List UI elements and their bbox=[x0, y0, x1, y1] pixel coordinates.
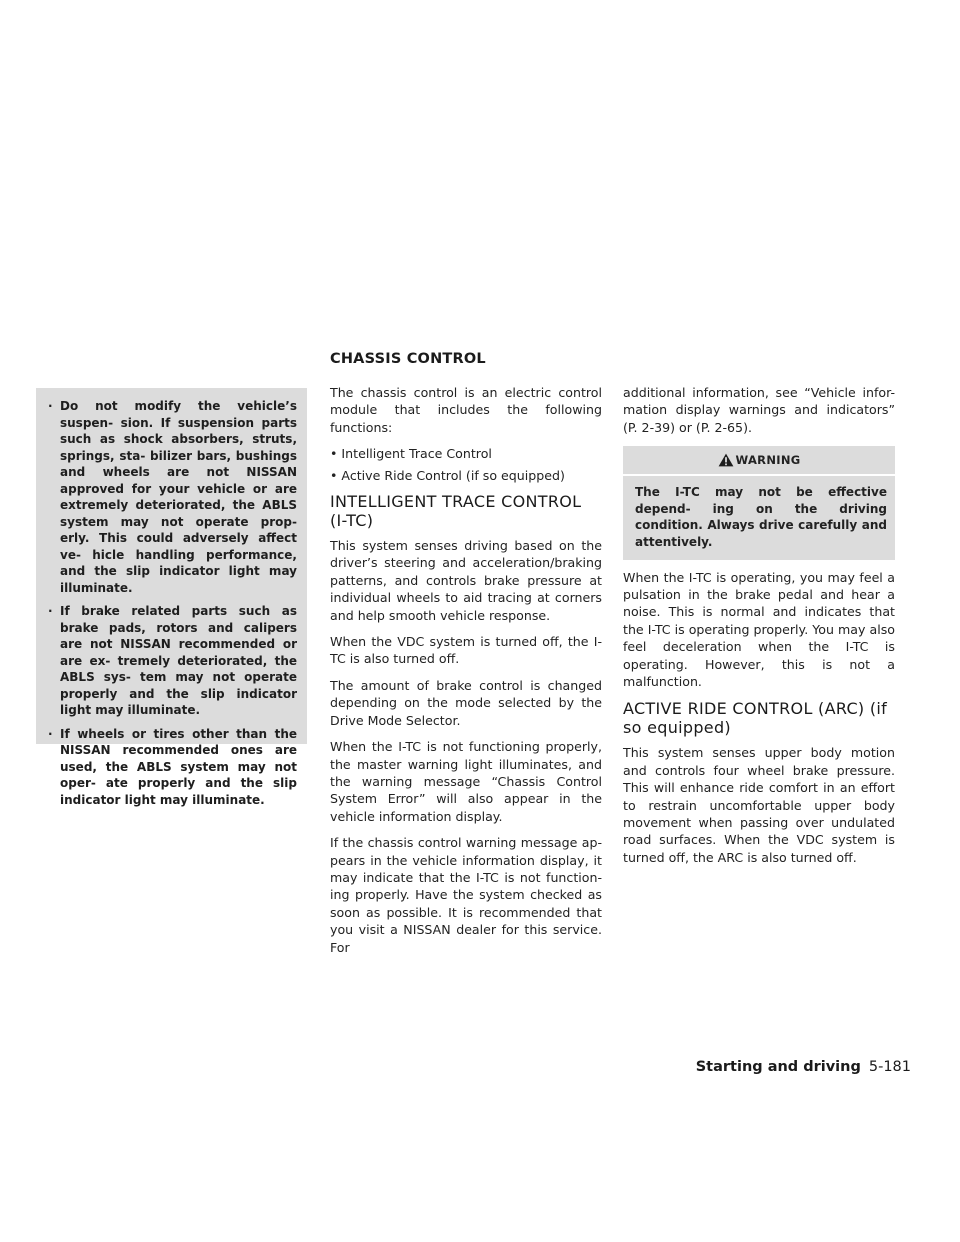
itc-paragraph-3: The amount of brake control is changed depending on the mode selected by the Drive Mode Selector. bbox=[330, 677, 602, 728]
bullet-dot-icon: · bbox=[48, 399, 53, 413]
operation-paragraph: When the I-TC is operating, you may feel a pulsation in the brake pedal and hear a noise. This is normal and indicates that the I-TC is operating properly. You may also feel deceleration when the I-TC is operating. However, this is not a malfunction. bbox=[623, 569, 895, 690]
page-footer bbox=[696, 1059, 911, 1075]
warning-bullet: · If brake related parts such as brake pads, rotors and calipers are not NISSAN recommended or are ex- tremely deteriorated, the ABLS sys- tem may not operate properly and the slip indicator light may illuminate. bbox=[48, 604, 297, 717]
footer-section-label: Starting and driving bbox=[695, 1059, 861, 1075]
right-column bbox=[623, 384, 895, 875]
warning-bullet-list bbox=[48, 398, 297, 808]
page-number: 5-181 bbox=[868, 1059, 911, 1075]
function-item: • Active Ride Control (if so equipped) bbox=[330, 467, 565, 483]
itc-heading: INTELLIGENT TRACE CONTROL (I-TC) bbox=[330, 492, 582, 531]
warning-label: WARNING bbox=[735, 452, 801, 467]
warning-header bbox=[623, 446, 895, 474]
bullet-dot-icon: · bbox=[48, 726, 53, 741]
bullet-dot-icon: · bbox=[48, 604, 53, 618]
function-item: • Intelligent Trace Control bbox=[330, 446, 492, 462]
warning-bullet: · Do not modify the vehicle’s suspen- sion. If suspension parts such as shock absorbers, struts, springs, sta- bilizer bars, bushings and wheels are not NISSAN approved for your vehicle or are extremely deteriorated, the ABLS system may not operate prop- erly. This could adversely affect ve- hicle handling performance, and the slip indicator light may illuminate. bbox=[48, 399, 297, 595]
itc-paragraph-1: This system senses driving based on the driver’s steering and acceleration/braking patterns, and controls brake pressure at individual wheels to aid tracing at corners and help smooth vehicle response. bbox=[330, 538, 602, 623]
section-title: CHASSIS CONTROL bbox=[330, 351, 486, 367]
arc-paragraph: This system senses upper body motion and controls four wheel brake pressure. This will enhance ride comfort in an effort to restrain uncomfortable upper body movement when passing over undulated road surfaces. When the VDC system is turned off, the ARC is also turned off. bbox=[623, 745, 895, 865]
intro-paragraph: The chassis control is an electric control module that includes the following functions: bbox=[330, 385, 602, 435]
arc-heading: ACTIVE RIDE CONTROL (ARC) (if so equipped) bbox=[623, 699, 888, 738]
warning-triangle-icon bbox=[718, 453, 734, 467]
itc-paragraph-5: If the chassis control warning message ap- pears in the vehicle information display, it may indicate that the I-TC is not function- ing properly. Have the system checked as soon as possible. It is recommended that you visit a NISSAN dealer for this service. For bbox=[330, 835, 602, 955]
middle-column bbox=[330, 384, 602, 965]
continued-paragraph: additional information, see “Vehicle infor- mation display warnings and indicators” (P. 2-39) or (P. 2-65). bbox=[623, 385, 895, 435]
function-list bbox=[330, 445, 602, 484]
itc-paragraph-2: When the VDC system is turned off, the I-TC is also turned off. bbox=[330, 634, 602, 667]
warning-bullet: · If wheels or tires other than the NISSAN recommended ones are used, the ABLS system may not oper- ate properly and the slip indicator light may illuminate. bbox=[48, 726, 297, 807]
itc-paragraph-4: When the I-TC is not functioning properly, the master warning light illuminates, and the warning message “Chassis Control System Error” will also appear in the vehicle information display. bbox=[330, 739, 602, 824]
warning-text: The I-TC may not be effective depend- ing on the driving condition. Always drive carefully and attentively. bbox=[623, 476, 895, 559]
left-warning-box bbox=[36, 388, 307, 807]
